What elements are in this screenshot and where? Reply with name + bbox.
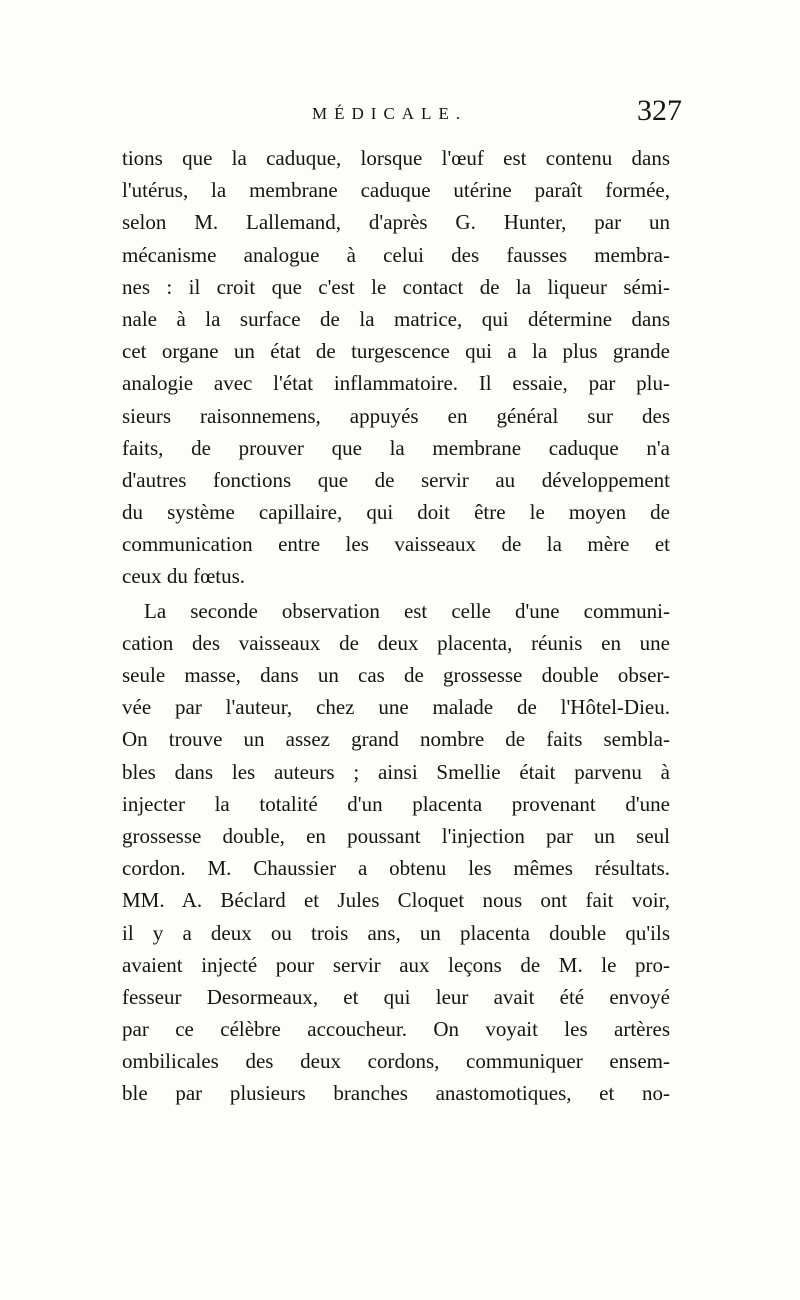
text-line: fesseur Desormeaux, et qui leur avait été envoyé xyxy=(122,984,670,1009)
text-line: du système capillaire, qui doit être le moyen de xyxy=(122,500,670,525)
text-line: sieurs raisonnemens, appuyés en général sur des xyxy=(122,403,670,428)
text-line: ceux du fœtus. xyxy=(122,564,246,589)
text-line: faits, de prouver que la membrane caduque n'a xyxy=(122,435,670,460)
paragraph-2 xyxy=(122,595,670,1110)
text-line: grossesse double, en poussant l'injection par un seul xyxy=(122,823,670,848)
text-line: nes : il croit que c'est le contact de la liqueur sémi- xyxy=(122,274,670,299)
text-line: cation des vaisseaux de deux placenta, réunis en une xyxy=(122,630,670,655)
text-line: selon M. Lallemand, d'après G. Hunter, par un xyxy=(122,210,670,235)
text-line: MM. A. Béclard et Jules Cloquet nous ont fait voir, xyxy=(122,888,670,913)
text-line: avaient injecté pour servir aux leçons de M. le pro- xyxy=(122,952,670,977)
text-line: injecter la totalité d'un placenta provenant d'une xyxy=(122,791,670,816)
text-line: il y a deux ou trois ans, un placenta double qu'ils xyxy=(122,920,670,945)
text-line: vée par l'auteur, chez une malade de l'Hôtel-Dieu. xyxy=(122,695,670,720)
text-line: nale à la surface de la matrice, qui détermine dans xyxy=(122,306,670,331)
running-title: MÉDICALE. xyxy=(312,104,468,123)
text-line: analogie avec l'état inflammatoire. Il essaie, par plu- xyxy=(122,371,670,396)
text-line: l'utérus, la membrane caduque utérine paraît formée, xyxy=(122,178,670,203)
text-line: communication entre les vaisseaux de la mère et xyxy=(122,532,670,557)
paragraph-1 xyxy=(122,142,670,593)
text-line: ble par plusieurs branches anastomotiques, et no- xyxy=(122,1081,670,1106)
text-line: mécanisme analogue à celui des fausses membra- xyxy=(122,242,670,267)
text-line: bles dans les auteurs ; ainsi Smellie était parvenu à xyxy=(122,759,670,784)
text-line: par ce célèbre accoucheur. On voyait les artères xyxy=(122,1017,670,1042)
running-head xyxy=(122,94,682,140)
text-line: ombilicales des deux cordons, communiquer ensem- xyxy=(122,1049,670,1074)
text-line: On trouve un assez grand nombre de faits sembla- xyxy=(122,727,670,752)
text-line: cordon. M. Chaussier a obtenu les mêmes résultats. xyxy=(122,856,670,881)
text-line: La seconde observation est celle d'une communi- xyxy=(144,598,670,623)
text-line: tions que la caduque, lorsque l'œuf est contenu dans xyxy=(122,146,670,170)
body-text xyxy=(122,142,670,1110)
page-number: 327 xyxy=(637,94,682,127)
text-line: cet organe un état de turgescence qui a la plus grande xyxy=(122,339,670,364)
text-line: seule masse, dans un cas de grossesse double obser- xyxy=(122,663,670,687)
text-line: d'autres fonctions que de servir au développement xyxy=(122,467,670,492)
